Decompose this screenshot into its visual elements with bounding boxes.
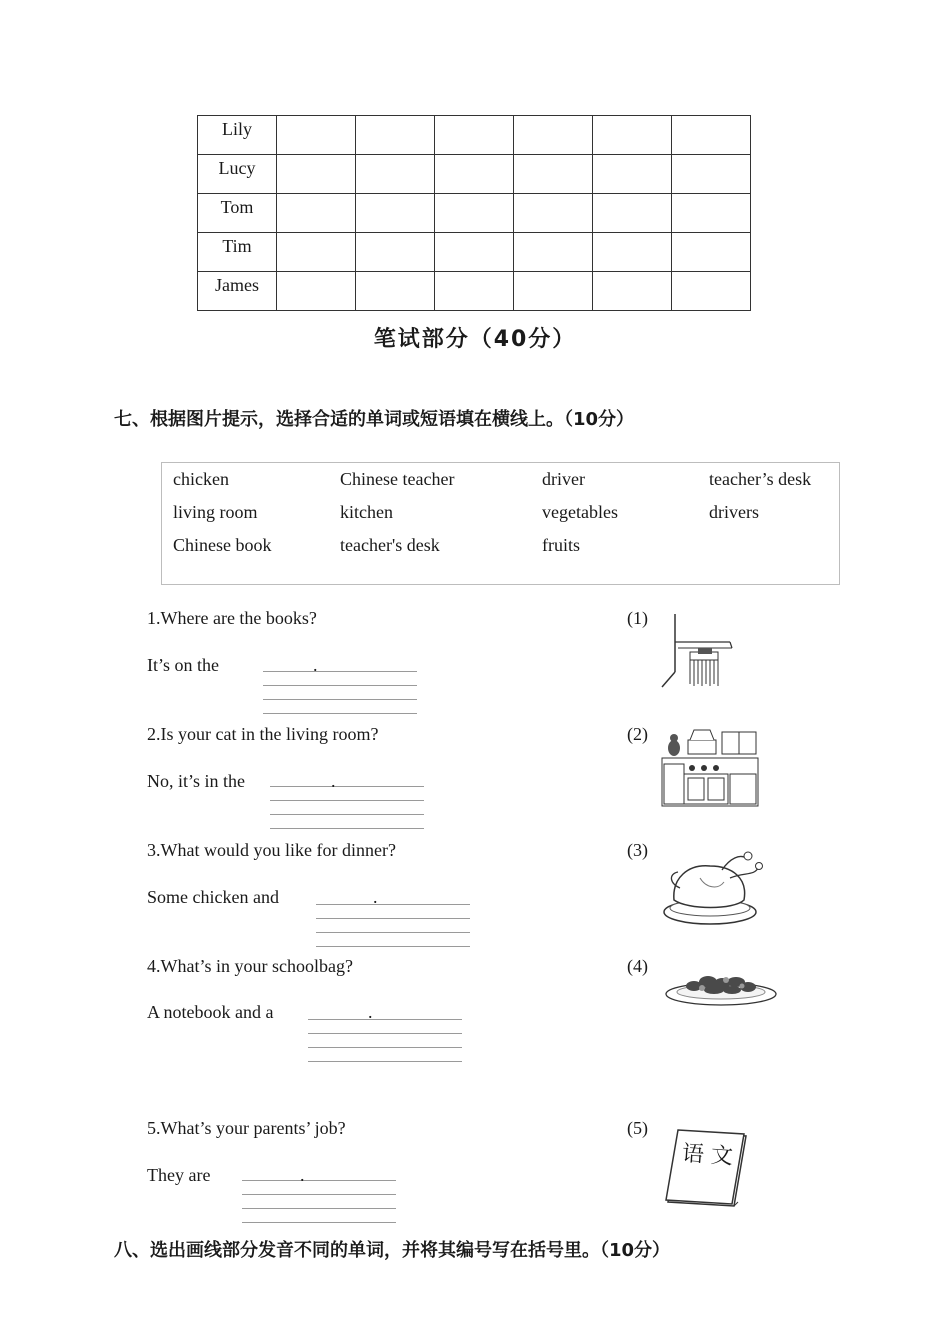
name-cell: Tom <box>198 194 277 233</box>
word-item: teacher’s desk <box>709 469 812 489</box>
table-row <box>198 194 751 233</box>
roast-chicken-icon <box>660 848 764 934</box>
word-item: Chinese book <box>173 535 272 555</box>
word-item: drivers <box>709 502 759 522</box>
picture-number-3: (3) <box>627 840 648 860</box>
kitchen-icon <box>660 728 760 810</box>
question-3: 3.What would you like for dinner? <box>147 840 396 860</box>
picture-number-5: (5) <box>627 1118 648 1138</box>
question-4: 4.What’s in your schoolbag? <box>147 956 353 976</box>
answer-prompt-2: No, it’s in the <box>147 771 245 791</box>
word-item: kitchen <box>340 502 393 522</box>
answer-prompt-3: Some chicken and <box>147 887 279 907</box>
word-item: driver <box>542 469 585 489</box>
answer-prompt-4: A notebook and a <box>147 1002 274 1022</box>
word-item: fruits <box>542 535 580 555</box>
question-1: 1.Where are the books? <box>147 608 317 628</box>
desk-icon <box>660 612 740 692</box>
table-row <box>198 233 751 272</box>
book-title: 语 文 <box>681 1141 734 1170</box>
name-cell: James <box>198 272 277 311</box>
part7-heading: 七、根据图片提示，选择合适的单词或短语填在横线上。（10分） <box>114 409 635 430</box>
answer-prompt-1: It’s on the <box>147 655 219 675</box>
name-cell: Tim <box>198 233 277 272</box>
word-item: Chinese teacher <box>340 469 455 489</box>
question-2: 2.Is your cat in the living room? <box>147 724 379 744</box>
table-row <box>198 116 751 155</box>
name-cell: Lucy <box>198 155 277 194</box>
table-row <box>198 155 751 194</box>
word-item: teacher's desk <box>340 535 440 555</box>
word-item: living room <box>173 502 258 522</box>
picture-number-4: (4) <box>627 956 648 976</box>
name-cell: Lily <box>198 116 277 155</box>
chinese-book-icon <box>664 1128 748 1208</box>
picture-number-2: (2) <box>627 724 648 744</box>
picture-number-1: (1) <box>627 608 648 628</box>
word-item: vegetables <box>542 502 618 522</box>
table-row <box>198 272 751 311</box>
vegetables-plate-icon <box>664 968 778 1010</box>
answer-table <box>197 115 751 311</box>
question-5: 5.What’s your parents’ job? <box>147 1118 346 1138</box>
section-title: 笔试部分（40分） <box>373 327 577 352</box>
word-item: chicken <box>173 469 229 489</box>
part8-heading: 八、选出画线部分发音不同的单词，并将其编号写在括号里。（10分） <box>114 1240 671 1261</box>
answer-prompt-5: They are <box>147 1165 211 1185</box>
word-bank <box>161 462 840 585</box>
